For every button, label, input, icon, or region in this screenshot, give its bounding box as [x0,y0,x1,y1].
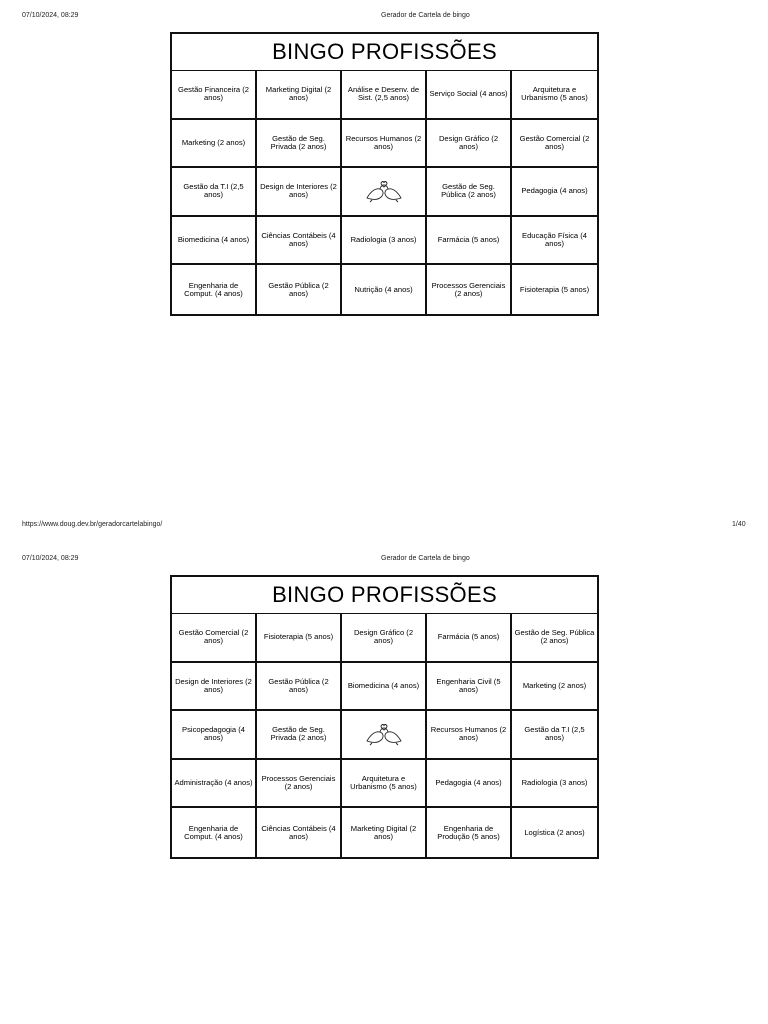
bingo-cell: Pedagogia (4 anos) [512,168,597,217]
bingo-cell: Gestão de Seg. Pública (2 anos) [512,614,597,663]
header-title: Gerador de Cartela de bingo [381,555,470,562]
bingo-cell: Marketing (2 anos) [172,120,257,169]
bingo-cell: Engenharia de Produção (5 anos) [427,808,512,857]
bingo-cell: Biomedicina (4 anos) [172,217,257,266]
bingo-cell: Gestão da T.I (2,5 anos) [172,168,257,217]
bingo-cell: Gestão de Seg. Privada (2 anos) [257,120,342,169]
bingo-cell: Radiologia (3 anos) [512,760,597,809]
bingo-cell: Gestão Financeira (2 anos) [172,71,257,120]
bingo-cell: Engenharia Civil (5 anos) [427,663,512,712]
bingo-cell: Farmácia (5 anos) [427,217,512,266]
bingo-cell: Radiologia (3 anos) [342,217,427,266]
bingo-cell: Recursos Humanos (2 anos) [342,120,427,169]
free-space-cell [342,168,427,217]
bingo-card [170,32,599,316]
bingo-cell: Fisioterapia (5 anos) [257,614,342,663]
bingo-cell: Processos Gerenciais (2 anos) [257,760,342,809]
header-title: Gerador de Cartela de bingo [381,12,470,19]
bingo-grid [172,71,597,314]
bingo-cell: Marketing Digital (2 anos) [342,808,427,857]
lovebirds-icon [364,722,404,746]
bingo-cell: Design Gráfico (2 anos) [342,614,427,663]
bingo-cell: Arquitetura e Urbanismo (5 anos) [512,71,597,120]
bingo-cell: Psicopedagogia (4 anos) [172,711,257,760]
free-space-cell [342,711,427,760]
bingo-cell: Marketing Digital (2 anos) [257,71,342,120]
bingo-grid [172,614,597,857]
bingo-cell: Gestão Pública (2 anos) [257,265,342,314]
bingo-cell: Análise e Desenv. de Sist. (2,5 anos) [342,71,427,120]
bingo-cell: Logística (2 anos) [524,827,585,837]
bingo-cell: Fisioterapia (5 anos) [519,284,590,294]
bingo-cell: Arquitetura e Urbanismo (5 anos) [342,760,427,809]
bingo-cell: Gestão Comercial (2 anos) [172,614,257,663]
footer-page-number: 1/40 [732,521,746,528]
header-date: 07/10/2024, 08:29 [22,555,79,562]
bingo-cell: Design Gráfico (2 anos) [427,120,512,169]
bingo-cell: Gestão Pública (2 anos) [257,663,342,712]
bingo-cell: Serviço Social (4 anos) [427,71,512,120]
footer-url[interactable]: https://www.doug.dev.br/geradorcartelabingo/ [22,521,163,528]
bingo-cell: Ciências Contábeis (4 anos) [257,217,342,266]
bingo-cell: Nutrição (4 anos) [342,265,427,314]
bingo-card [170,575,599,859]
bingo-cell: Ciências Contábeis (4 anos) [257,808,342,857]
bingo-cell: Biomedicina (4 anos) [342,663,427,712]
lovebirds-icon [364,179,404,203]
bingo-cell: Gestão de Seg. Privada (2 anos) [257,711,342,760]
bingo-cell: Farmácia (5 anos) [427,614,512,663]
bingo-cell: Educação Física (4 anos) [512,217,597,266]
bingo-cell: Gestão Comercial (2 anos) [512,120,597,169]
card-title: BINGO PROFISSÕES [172,34,597,71]
bingo-cell: Administração (4 anos) [172,760,257,809]
bingo-cell: Marketing (2 anos) [512,663,597,712]
header-date: 07/10/2024, 08:29 [22,12,79,19]
bingo-cell: Engenharia de Comput. (4 anos) [172,265,257,314]
bingo-cell: Design de Interiores (2 anos) [257,168,342,217]
bingo-cell: Recursos Humanos (2 anos) [427,711,512,760]
bingo-cell: Design de Interiores (2 anos) [172,663,257,712]
bingo-cell: Engenharia de Comput. (4 anos) [172,808,257,857]
bingo-cell: Gestão da T.I (2,5 anos) [512,711,597,760]
bingo-cell: Gestão de Seg. Pública (2 anos) [427,168,512,217]
card-title: BINGO PROFISSÕES [172,577,597,614]
bingo-cell: Processos Gerenciais (2 anos) [427,265,512,314]
bingo-cell: Pedagogia (4 anos) [427,760,512,809]
